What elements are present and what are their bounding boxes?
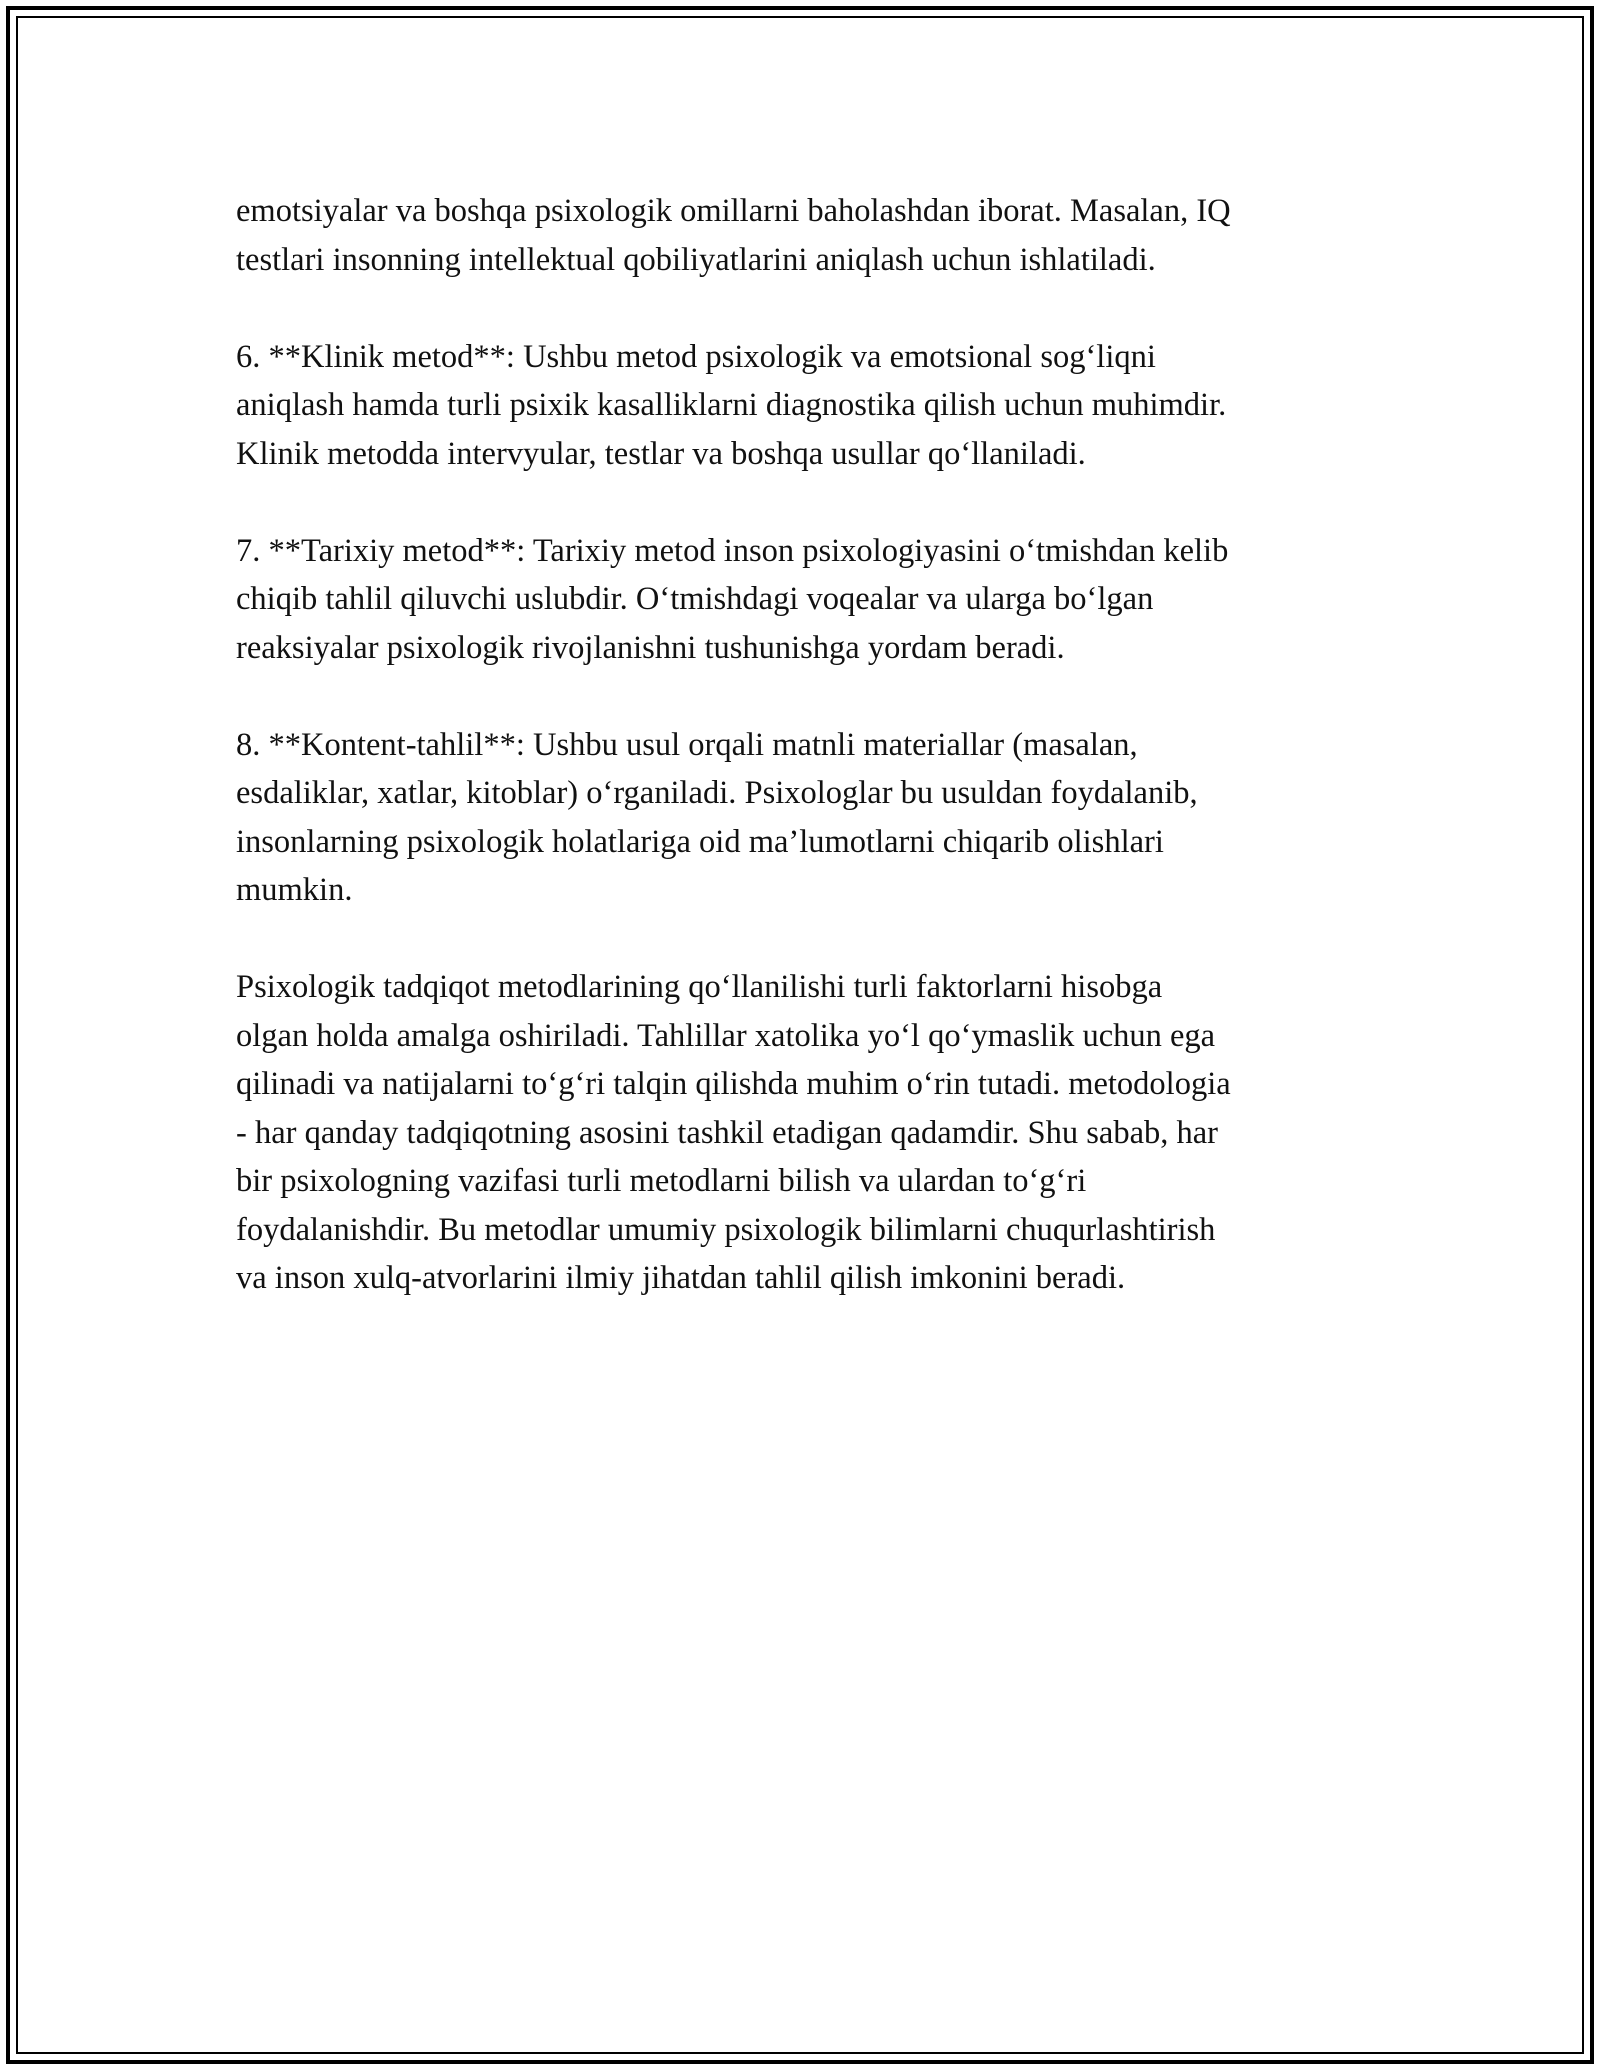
paragraph-intro-continuation: emotsiyalar va boshqa psixologik omillarni baholashdan iborat. Masalan, IQ testlari insonning intellektual qobiliyatlarini aniqlash uchun ishlatiladi. <box>236 193 1231 278</box>
paragraph-historical-method: 7. **Tarixiy metod**: Tarixiy metod inson psixologiyasini o‘tmishdan kelib chiqib tahlil qiluvchi uslubdir. O‘tmishdagi voqealar va ularga bo‘lgan reaksiyalar psixologik rivojlanishni tushunishga yordam beradi. <box>236 532 1229 666</box>
paragraph-clinical-method: 6. **Klinik metod**: Ushbu metod psixologik va emotsional sog‘liqni aniqlash hamda turli psixik kasalliklarni diagnostika qilish uchun muhimdir. Klinik metodda intervyular, testlar va boshqa usullar qo‘llaniladi. <box>236 338 1227 472</box>
paragraph-conclusion: Psixologik tadqiqot metodlarining qo‘llanilishi turli faktorlarni hisobga olgan holda amalga oshiriladi. Tahlillar xatolika yo‘l qo‘ymaslik uchun ega qilinadi va natijalarni to‘g‘ri talqin qilishda muhim o‘rin tutadi. metodologia - har qanday tadqiqotning asosini tashkil etadigan qadamdir. Shu sabab, har bir psixologning vazifasi turli metodlarni bilish va ulardan to‘g‘ri foydalanishdir. Bu metodlar umumiy psixologik bilimlarni chuqurlashtirish va inson xulq-atvorlarini ilmiy jihatdan tahlil qilish imkonini beradi. <box>236 969 1231 1296</box>
paragraph-content-analysis: 8. **Kontent-tahlil**: Ushbu usul orqali matnli materiallar (masalan, esdaliklar, xatlar, kitoblar) o‘rganiladi. Psixologlar bu usuldan foydalanib, insonlarning psixologik holatlariga oid ma’lumotlarni chiqarib olishlari mumkin. <box>236 726 1198 908</box>
document-body <box>236 187 1376 1351</box>
